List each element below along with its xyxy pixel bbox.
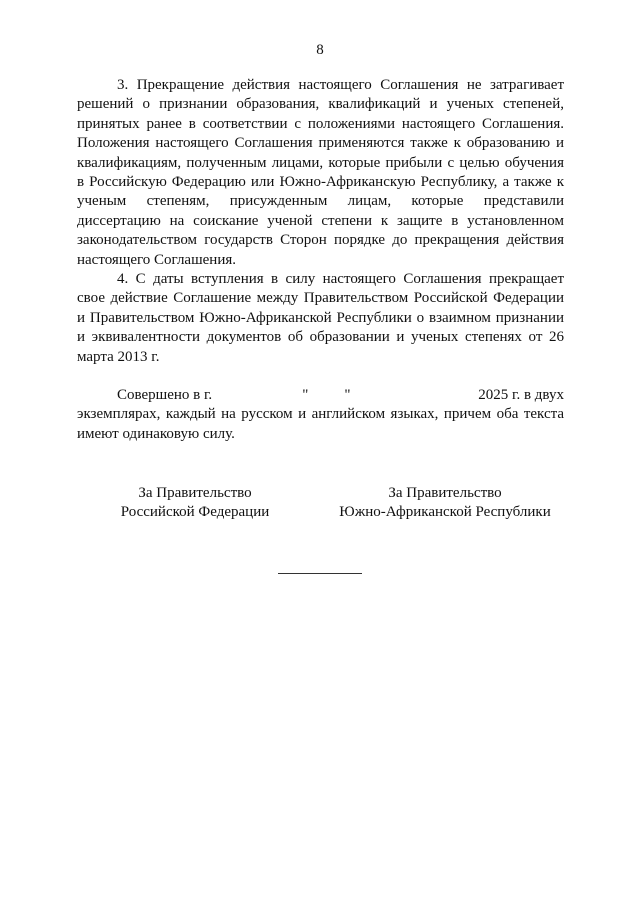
paragraph-3: 3. Прекращение действия настоящего Соглашения не затрагивает решений о признании образования, квалификаций и ученых степеней, принятых ранее в соответствии с положениями настоящего Соглашения. Положения настоящего Соглашения применяются также к образованию и квалификациям, полученным лицами, которые прибыли с целью обучения в Российскую Федерацию или Южно-Африканскую Республику, а также к ученым степеням, присужденным лицам, которые представили диссертацию на соискание ученой степени к защите в установленном законодательством государств Сторон порядке до прекращения действия настоящего Соглашения. [77,77,564,268]
signing-first-line [77,386,564,405]
quote-open: " [302,387,309,403]
signing-rest: экземплярах, каждый на русском и английском языках, причем оба текста имеют одинаковую силу. [77,406,564,442]
document-body [77,76,564,367]
end-rule [278,573,362,574]
signatory-south-africa-line2: Южно-Африканской Республики [339,504,551,521]
quote-close: " [344,387,351,403]
signing-clause [77,386,564,444]
date-quotes [302,386,350,405]
paragraph-4: 4. С даты вступления в силу настоящего Соглашения прекращает свое действие Соглашение между Правительством Российской Федерации и Правительством Южно-Африканской Республики о взаимном признании и эквивалентности документов об образовании и ученых степенях от 26 марта 2013 г. [77,271,564,365]
signing-year: 2025 г. в двух [478,387,564,403]
signing-done-in: Совершено в г. [117,387,213,403]
signatory-south-africa [330,484,560,523]
signatory-russia-line1: За Правительство [138,485,252,501]
signatory-russia-line2: Российской Федерации [120,504,270,521]
signatory-south-africa-line1: За Правительство [388,485,502,501]
page-number: 8 [316,42,324,58]
signatories [0,484,640,524]
signatory-russia [95,484,295,523]
